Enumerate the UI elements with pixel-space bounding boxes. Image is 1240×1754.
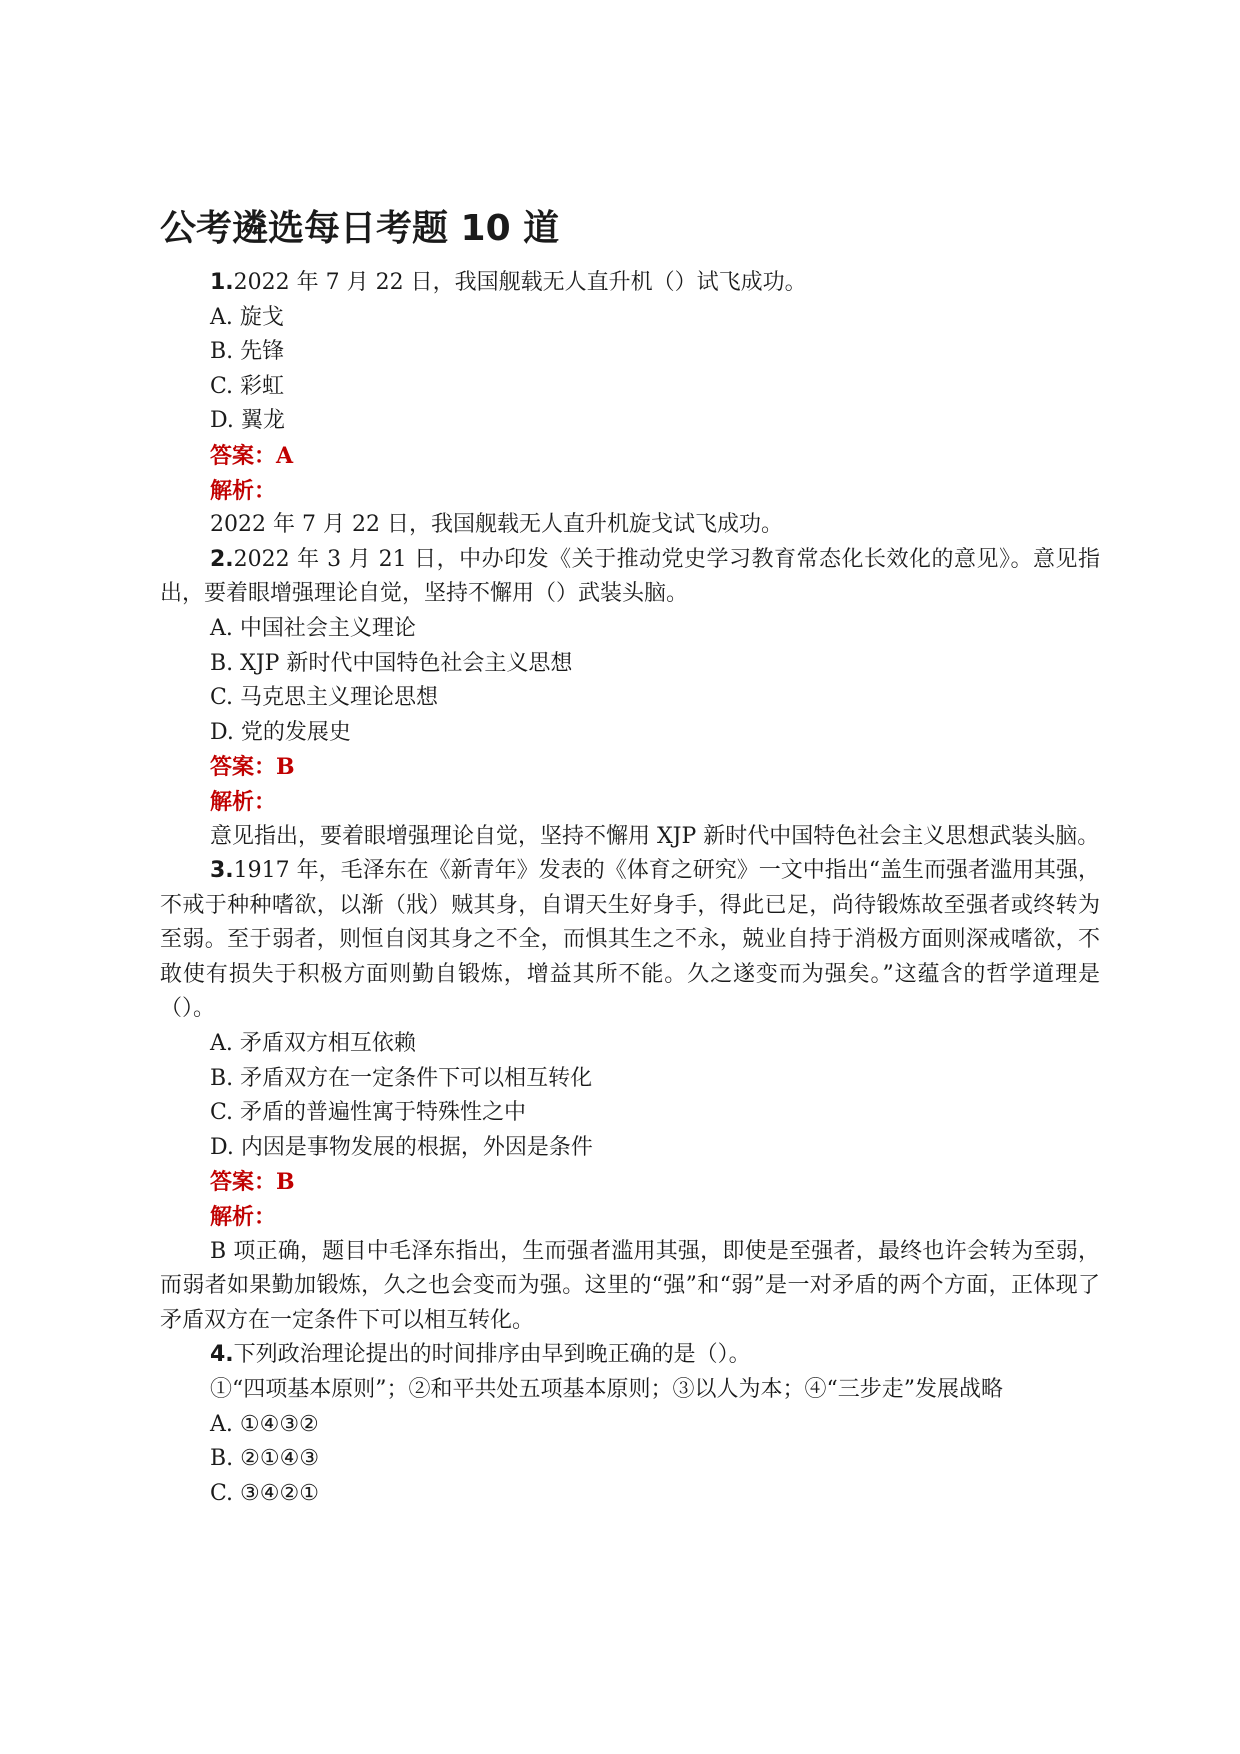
question-3 xyxy=(160,854,1100,1338)
analysis-text: B 项正确，题目中毛泽东指出，生而强者滥用其强，即使是至强者，最终也许会转为至弱，而弱者如果勤加锻炼，久之也会变而为强。这里的“强”和“弱”是一对矛盾的两个方面，正体现了矛盾双方在一定条件下可以相互转化。 xyxy=(160,1238,1100,1333)
answer-label: 答案：A xyxy=(210,442,294,469)
analysis-label: 解析： xyxy=(210,1204,277,1231)
option-c: C. 彩虹 xyxy=(210,373,285,399)
option-c: C. ③④②① xyxy=(210,1480,319,1506)
analysis-label: 解析： xyxy=(210,788,277,815)
option-b: B. ②①④③ xyxy=(210,1446,320,1472)
option-d: D. 党的发展史 xyxy=(210,719,351,745)
question-text: 1917 年，毛泽东在《新青年》发表的《体育之研究》一文中指出“盖生而强者滥用其强，不戒于种种嗜欲，以渐（戕）贼其身，自谓天生好身手，得此已足，尚待锻炼故至强者或终转为至弱。至于弱者，则恒自闵其身之不全，而惧其生之不永，兢业自持于消极方面则深戒嗜欲，不敢使有损失于积极方面则勤自锻炼，增益其所不能。久之遂变而为强矣。”这蕴含的哲学道理是（）。 xyxy=(160,858,1100,1022)
document-page xyxy=(160,198,1100,1511)
question-number: 2. xyxy=(210,546,234,572)
page-title: 公考遴选每日考题 10 道 xyxy=(160,208,560,249)
question-text: 下列政治理论提出的时间排序由早到晚正确的是（）。 xyxy=(233,1342,751,1368)
option-a: A. 矛盾双方相互依赖 xyxy=(210,1031,416,1057)
question-text: 2022 年 7 月 22 日，我国舰载无人直升机（）试飞成功。 xyxy=(233,270,807,295)
answer-label: 答案：B xyxy=(210,754,295,781)
option-a: A. 中国社会主义理论 xyxy=(210,615,416,641)
option-c: C. 马克思主义理论思想 xyxy=(210,685,439,711)
option-b: B. 先锋 xyxy=(210,339,285,365)
question-stem xyxy=(160,266,1100,301)
option-d: D. 内因是事物发展的根据，外因是条件 xyxy=(210,1134,593,1160)
option-b: B. 矛盾双方在一定条件下可以相互转化 xyxy=(210,1065,593,1091)
question-number: 4. xyxy=(210,1342,234,1368)
question-stem xyxy=(160,543,1100,612)
option-d: D. 翼龙 xyxy=(210,408,285,434)
question-1 xyxy=(160,266,1100,543)
analysis-text: 2022 年 7 月 22 日，我国舰载无人直升机旋戈试飞成功。 xyxy=(210,512,783,538)
question-number: 1. xyxy=(210,270,234,295)
option-a: A. ①④③② xyxy=(210,1411,319,1437)
option-b: B. XJP 新时代中国特色社会主义思想 xyxy=(210,650,573,676)
option-c: C. 矛盾的普遍性寓于特殊性之中 xyxy=(210,1100,527,1126)
question-2 xyxy=(160,543,1100,854)
analysis-label: 解析： xyxy=(210,477,277,504)
option-a: A. 旋戈 xyxy=(210,304,284,330)
question-number: 3. xyxy=(210,858,234,884)
question-stem xyxy=(160,1338,1100,1373)
question-4 xyxy=(160,1338,1100,1511)
answer-label: 答案：B xyxy=(210,1169,295,1196)
question-stem-extra: ①“四项基本原则”；②和平共处五项基本原则；③以人为本；④“三步走”发展战略 xyxy=(210,1377,1003,1402)
analysis-text: 意见指出，要着眼增强理论自觉，坚持不懈用 XJP 新时代中国特色社会主义思想武装头脑。 xyxy=(210,823,1100,849)
question-stem xyxy=(160,854,1100,1027)
question-text: 2022 年 3 月 21 日，中办印发《关于推动党史学习教育常态化长效化的意见》。意见指出，要着眼增强理论自觉，坚持不懈用（）武装头脑。 xyxy=(160,546,1100,607)
